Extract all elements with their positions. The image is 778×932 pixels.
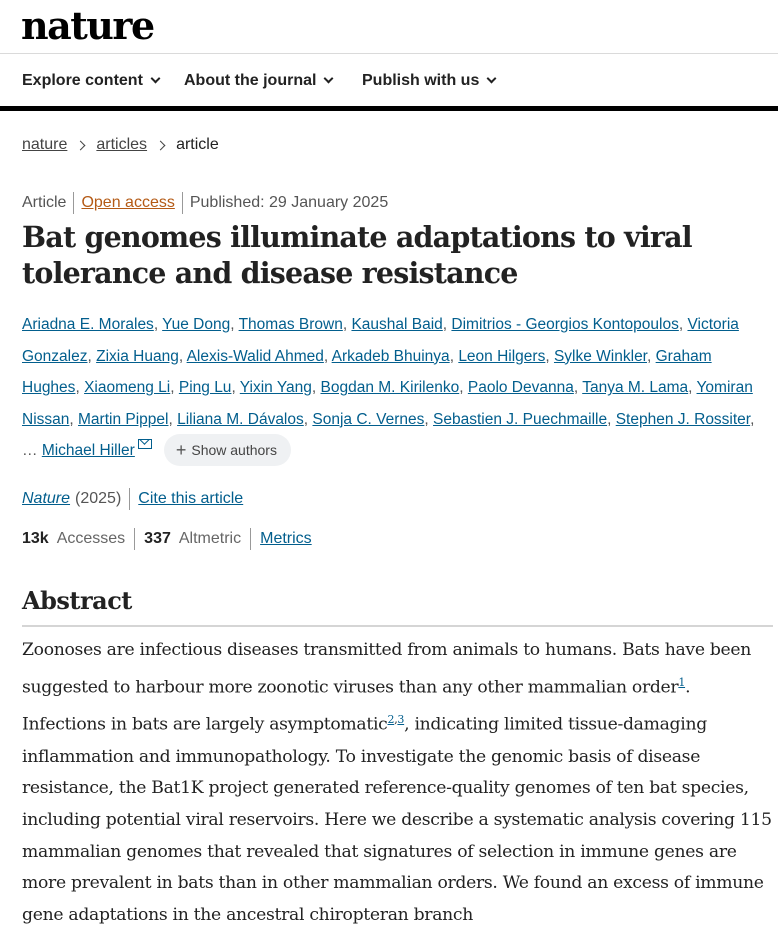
author-link[interactable]: Dimitrios - Georgios Kontopoulos	[451, 316, 679, 333]
show-authors-label: Show authors	[191, 441, 277, 458]
chevron-right-icon	[76, 140, 86, 150]
author-link[interactable]: Bogdan M. Kirilenko	[320, 379, 460, 397]
accesses-label: Accesses	[56, 530, 126, 547]
author-link[interactable]: Alexis-Walid Ahmed	[186, 347, 324, 365]
author-link[interactable]: Tanya M. Lama	[582, 379, 689, 397]
article-type: Article	[22, 194, 67, 211]
citation-line	[22, 488, 243, 510]
chevron-down-icon	[150, 74, 160, 84]
author-link[interactable]: Liliana M. Dávalos	[177, 410, 304, 428]
article-title: Bat genomes illuminate adaptations to viral tolerance and disease resistance	[22, 220, 692, 290]
chevron-right-icon	[156, 140, 166, 150]
article-meta	[22, 192, 388, 214]
pub-year: (2025)	[75, 490, 122, 507]
author-list: Ariadna E. Morales, Yue Dong, Thomas Brown, Kaushal Baid, Dimitrios - Georgios Kontopoulos, Victoria Gonzalez, Zixia Huang, Alexis-Walid Ahmed, Arkadeb Bhuinya, Leon Hilgers, Sylke Winkler, Graham Hughes, Xiaomeng Li, Ping Lu, Yixin Yang, Bogdan M. Kirilenko, Paolo Devanna, Tanya M. Lama, Yomiran Nissan, Martin Pippel, Liliana M. Dávalos, Sonja C. Vernes, Sebastien J. Puechmaille, Stephen J. Rossiter, … Michael Hiller + Show authors	[22, 309, 767, 467]
nav-about-journal[interactable]	[184, 72, 332, 90]
author-link[interactable]: Kaushal Baid	[351, 316, 443, 333]
altmetric-label: Altmetric	[178, 530, 242, 547]
main-nav	[0, 54, 778, 111]
cite-article-link[interactable]: Cite this article	[138, 490, 244, 507]
author-link[interactable]: Ping Lu	[178, 379, 232, 397]
author-link[interactable]: Ariadna E. Morales	[22, 316, 154, 333]
author-link[interactable]: Leon Hilgers	[458, 347, 546, 365]
plus-icon: +	[175, 440, 187, 461]
breadcrumb-current: article	[176, 136, 219, 153]
author-link[interactable]: Xiaomeng Li	[84, 379, 171, 397]
abstract-heading: Abstract	[22, 586, 773, 627]
breadcrumb	[22, 136, 219, 154]
nature-logo[interactable]: nature	[21, 3, 154, 48]
breadcrumb-articles[interactable]: articles	[96, 136, 148, 153]
published-date: Published: 29 January 2025	[189, 194, 389, 211]
author-link[interactable]: Sebastien J. Puechmaille	[433, 410, 608, 428]
author-link[interactable]: Sonja C. Vernes	[312, 410, 425, 428]
author-link[interactable]: Yue Dong	[162, 316, 231, 333]
abstract-part: . Infections in bats are largely asymptomatic	[22, 677, 691, 735]
show-authors-button[interactable]	[164, 434, 291, 466]
altmetric-count: 337	[144, 530, 171, 547]
author-link[interactable]: Thomas Brown	[238, 316, 343, 333]
nav-label: Publish with us	[362, 72, 480, 89]
author-link[interactable]: Martin Pippel	[78, 410, 169, 428]
abstract-part: , indicating limited tissue-damaging inflammation and immunopathology. To investigate the genomic basis of disease resistance, the Bat1K project generated reference-quality genomes of ten bat species, including potential viral reservoirs. Here we describe a systematic analysis covering 115 mammalian genomes that revealed that signatures of selection in immune genes are more prevalent in bats than in other mammalian orders. We found an excess of immune gene adaptations in the ancestral chiropteran branch	[22, 714, 772, 926]
reference-separator: ,	[394, 713, 398, 727]
nav-label: About the journal	[184, 72, 317, 89]
author-link[interactable]: Paolo Devanna	[467, 379, 574, 397]
article-stats	[22, 528, 312, 550]
email-icon[interactable]	[138, 439, 152, 449]
masthead	[0, 0, 778, 54]
author-link[interactable]: Zixia Huang	[96, 347, 179, 365]
nav-publish[interactable]	[362, 72, 495, 90]
reference-link[interactable]: 3	[397, 713, 405, 727]
accesses-count: 13k	[22, 530, 49, 547]
nav-explore-content[interactable]	[22, 72, 159, 90]
author-link[interactable]: Stephen J. Rossiter	[615, 410, 751, 428]
divider	[182, 192, 183, 214]
author-ellipsis: …	[22, 442, 38, 460]
breadcrumb-nature[interactable]: nature	[22, 136, 68, 153]
author-link[interactable]: Michael Hiller	[41, 442, 135, 460]
abstract-text	[22, 635, 772, 932]
divider	[129, 488, 130, 510]
author-link[interactable]: Victoria Gonzalez	[22, 316, 739, 365]
author-link[interactable]: Arkadeb Bhuinya	[331, 347, 450, 365]
reference-link[interactable]: 2	[387, 713, 395, 727]
divider	[250, 528, 251, 550]
author-link[interactable]: Yomiran Nissan	[22, 379, 753, 428]
abstract-part: Zoonoses are infectious diseases transmitted from animals to humans. Bats have been suggested to harbour more zoonotic viruses than any other mammalian order	[22, 640, 752, 698]
chevron-down-icon	[324, 74, 334, 84]
journal-link[interactable]: Nature	[22, 490, 71, 507]
author-link[interactable]: Graham Hughes	[22, 347, 712, 397]
nav-label: Explore content	[22, 72, 143, 89]
open-access-link[interactable]: Open access	[81, 194, 175, 211]
author-link[interactable]: Sylke Winkler	[553, 347, 647, 365]
reference-link[interactable]: 1	[678, 675, 686, 689]
author-link[interactable]: Yixin Yang	[239, 379, 312, 397]
metrics-link[interactable]: Metrics	[260, 530, 312, 547]
divider	[73, 192, 74, 214]
divider	[134, 528, 135, 550]
chevron-down-icon	[487, 74, 497, 84]
